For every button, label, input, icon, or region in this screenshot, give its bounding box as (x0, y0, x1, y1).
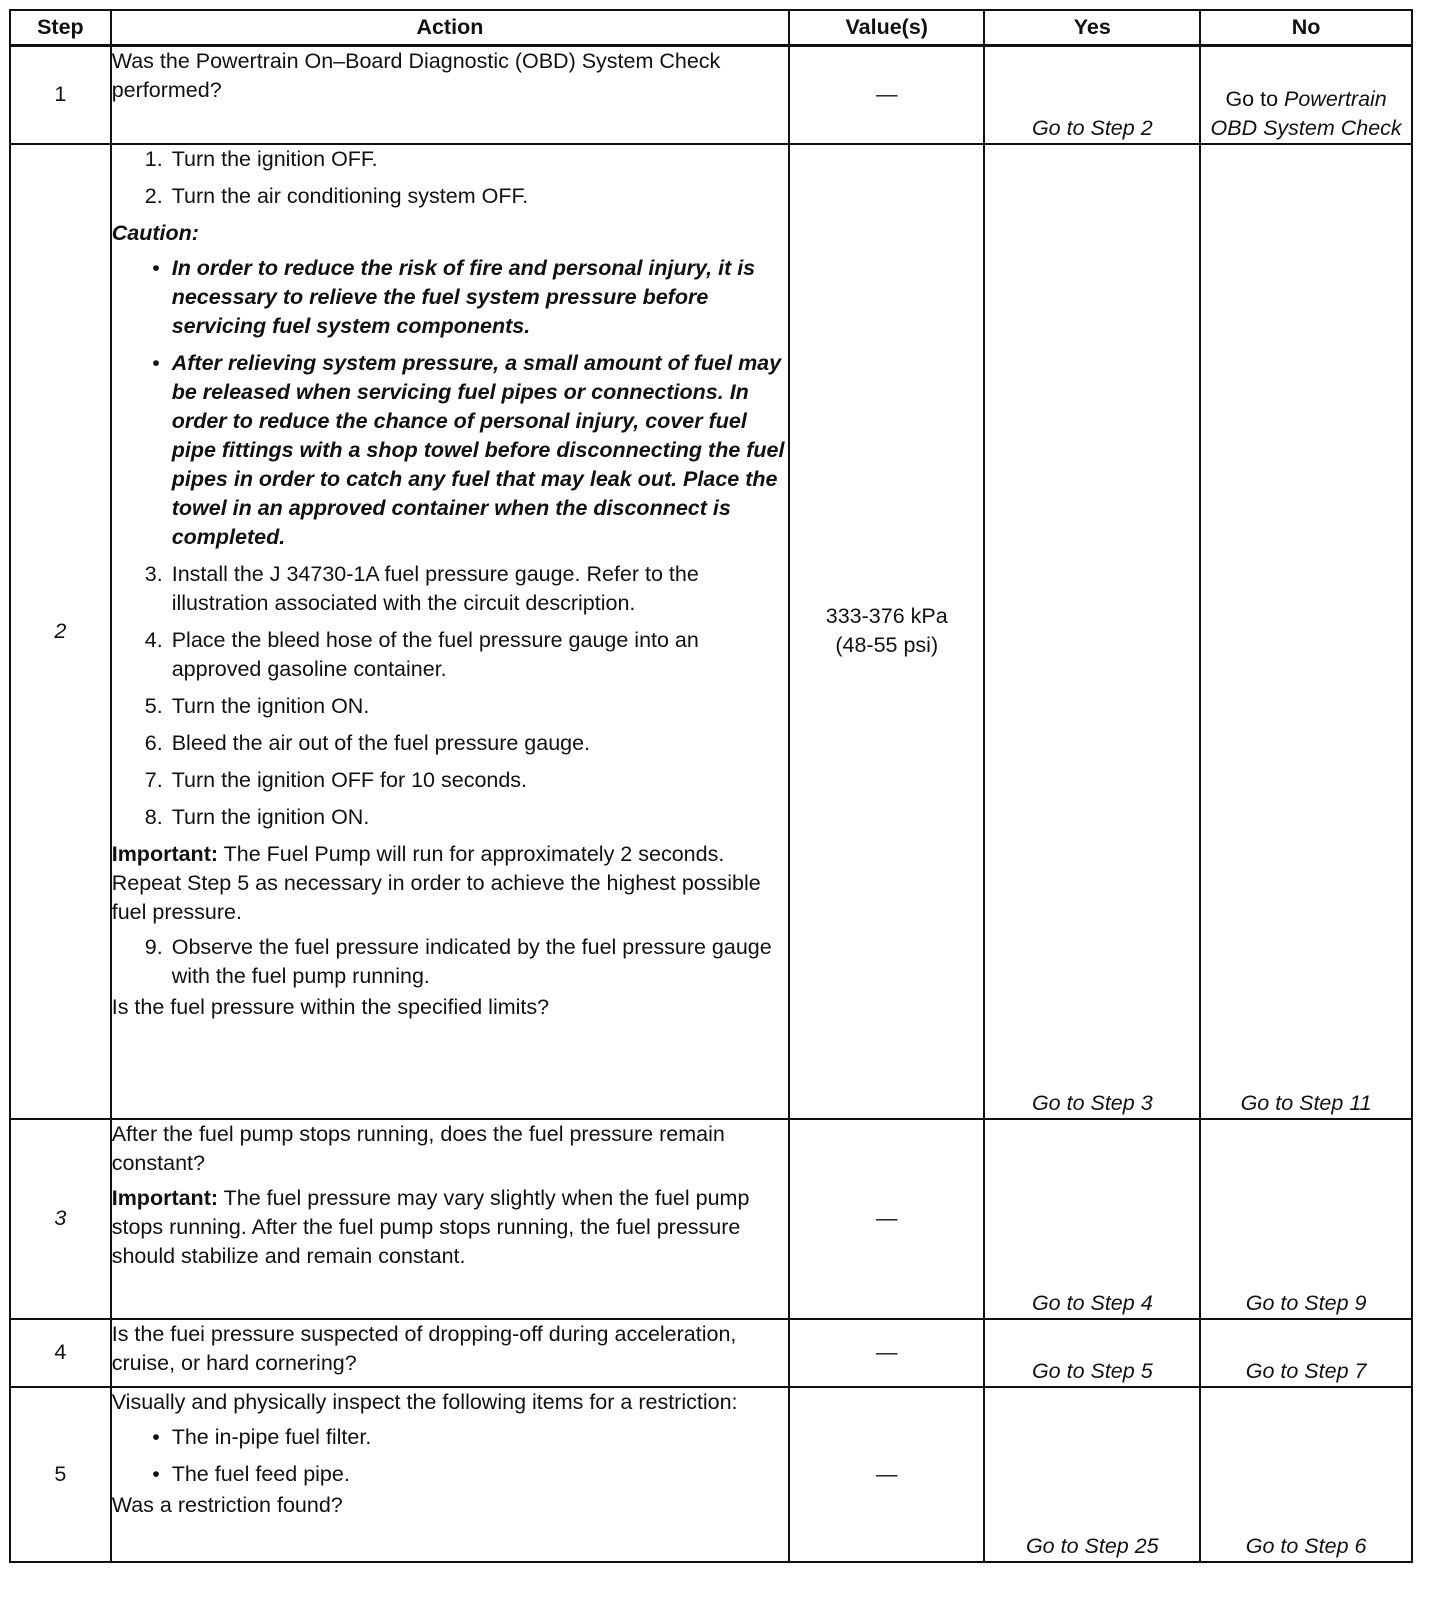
step-number: 4 (10, 1319, 111, 1387)
yes-link[interactable]: Go to Step 3 (984, 144, 1200, 1119)
bullet-icon: • (152, 1424, 160, 1449)
list-item: • The in-pipe fuel filter. (112, 1423, 788, 1452)
yes-link[interactable]: Go to Step 4 (984, 1119, 1200, 1319)
steps-list (112, 145, 788, 211)
action-cell (111, 46, 789, 144)
important-label: Important: (111, 841, 219, 866)
no-link[interactable] (1200, 46, 1412, 144)
yes-link[interactable]: Go to Step 2 (984, 46, 1200, 144)
action-cell (111, 1387, 789, 1562)
header-action: Action (111, 10, 789, 46)
caution-label: Caution: (111, 220, 199, 245)
bullet-icon: • (152, 255, 160, 280)
list-item: 2. Turn the air conditioning system OFF. (144, 183, 529, 208)
value-cell: — (789, 1387, 984, 1562)
no-link[interactable]: Go to Step 9 (1200, 1119, 1412, 1319)
important-text: The Fuel Pump will run for approximately 2 seconds. Repeat Step 5 as necessary in order to achieve the highest possible fuel pressure. (111, 841, 761, 924)
action-question: After the fuel pump stops running, does the fuel pressure remain constant? (111, 1121, 725, 1175)
list-item: 9. Observe the fuel pressure indicated by the fuel pressure gauge with the fuel pump running. (144, 934, 772, 988)
value-cell (789, 144, 984, 1119)
value-cell: — (789, 1319, 984, 1387)
action-cell (111, 144, 789, 1119)
no-link[interactable]: Go to Step 6 (1200, 1387, 1412, 1562)
list-item: • In order to reduce the risk of fire and personal injury, it is necessary to relieve the fuel system pressure before servicing fuel system components. (112, 254, 788, 341)
action-question: Is the fuei pressure suspected of dropping-off during acceleration, cruise, or hard cornering? (111, 1321, 737, 1375)
no-link[interactable]: Go to Step 7 (1200, 1319, 1412, 1387)
table-row-step-5 (10, 1387, 1412, 1562)
no-link-target: Powertrain OBD System Check (1210, 86, 1402, 140)
list-item: • After relieving system pressure, a small amount of fuel may be released when servicing fuel pipes or connections. In order to reduce the chance of personal injury, cover fuel pipe fittings with a shop towel before disconnecting the fuel pipes in order to catch any fuel that may leak out. Place the towel in an approved container when the disconnect is completed. (112, 349, 788, 552)
yes-link[interactable]: Go to Step 5 (984, 1319, 1200, 1387)
value-cell: — (789, 1119, 984, 1319)
action-cell (111, 1319, 789, 1387)
list-item: 7. Turn the ignition OFF for 10 seconds. (144, 767, 528, 792)
action-cell (111, 1119, 789, 1319)
list-item: 4. Place the bleed hose of the fuel pressure gauge into an approved gasoline container. (144, 627, 699, 681)
action-question: Is the fuel pressure within the specified limits? (111, 994, 550, 1019)
bullet-icon: • (152, 1461, 160, 1486)
step-number: 1 (10, 46, 111, 144)
header-no: No (1200, 10, 1412, 46)
table-row-step-3 (10, 1119, 1412, 1319)
step-number: 2 (10, 144, 111, 1119)
header-row (10, 10, 1412, 46)
important-text: The fuel pressure may vary slightly when the fuel pump stops running. After the fuel pump stops running, the fuel pressure should stabilize and remain constant. (111, 1185, 750, 1268)
step-number: 3 (10, 1119, 111, 1319)
steps-list (112, 560, 788, 832)
value-kpa: 333-376 kPa (825, 604, 948, 628)
value-cell: — (789, 46, 984, 144)
action-intro: Visually and physically inspect the following items for a restriction: (111, 1389, 738, 1414)
list-item: 5. Turn the ignition ON. (144, 693, 370, 718)
no-link[interactable]: Go to Step 11 (1200, 144, 1412, 1119)
table-row-step-1 (10, 46, 1412, 144)
list-item: • The fuel feed pipe. (112, 1460, 788, 1489)
bullet-icon: • (152, 350, 160, 375)
steps-list (112, 933, 788, 991)
yes-link[interactable]: Go to Step 25 (984, 1387, 1200, 1562)
action-question: Was the Powertrain On–Board Diagnostic (OBD) System Check performed? (111, 49, 721, 102)
list-item: 8. Turn the ignition ON. (144, 804, 370, 829)
value-psi: (48-55 psi) (835, 633, 939, 657)
header-yes: Yes (984, 10, 1200, 46)
important-label: Important: (111, 1185, 219, 1210)
action-question: Was a restriction found? (111, 1492, 343, 1517)
table-row-step-2 (10, 144, 1412, 1119)
header-step: Step (10, 10, 111, 46)
important-note (112, 1184, 788, 1271)
header-values: Value(s) (789, 10, 984, 46)
no-link-prefix: Go to (1225, 86, 1284, 111)
important-note (112, 840, 788, 927)
table-row-step-4 (10, 1319, 1412, 1387)
list-item: 6. Bleed the air out of the fuel pressure gauge. (144, 730, 591, 755)
inspect-list (112, 1423, 788, 1489)
list-item: 3. Install the J 34730-1A fuel pressure gauge. Refer to the illustration associated with the circuit description. (144, 561, 699, 615)
step-number: 5 (10, 1387, 111, 1562)
caution-list (112, 254, 788, 552)
list-item: 1. Turn the ignition OFF. (144, 146, 378, 171)
diagnostic-table (9, 9, 1413, 1563)
